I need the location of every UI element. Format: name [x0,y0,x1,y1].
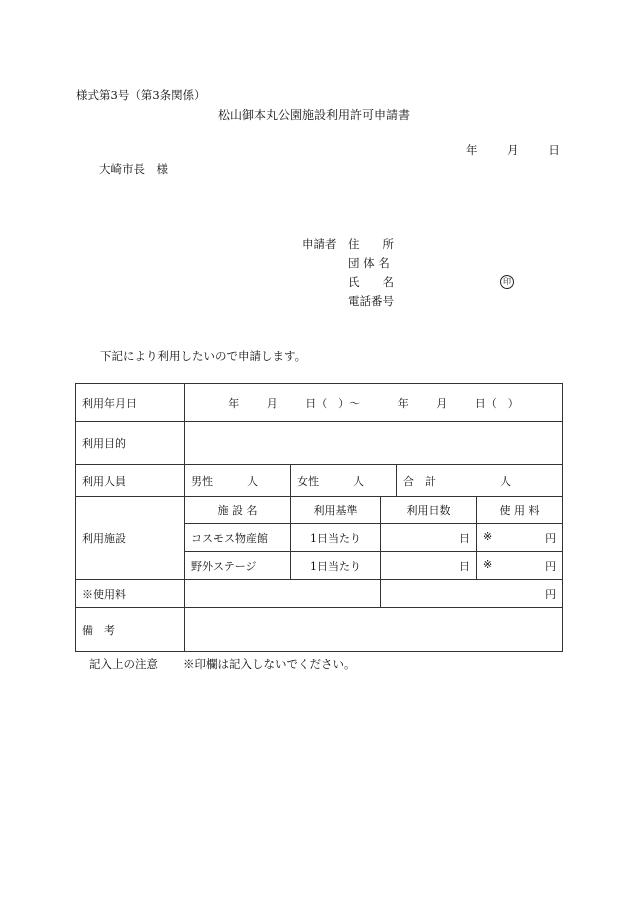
usage-date-month2: 月 [436,396,448,410]
usage-date-label: 利用年月日 [76,384,185,422]
usage-date-day-end: 日（ ） [474,396,519,410]
facility-name: 野外ステージ [185,552,291,580]
usage-date-month: 月 [266,396,278,410]
row-purpose [76,422,563,465]
note-label: 記入上の注意 [89,657,158,671]
facility-days-field[interactable] [381,524,477,552]
name-label: 氏 名 [348,275,394,289]
form-title: 松山御本丸公園施設利用許可申請書 [218,108,411,122]
address-label: 住 所 [348,237,394,251]
people-label: 利用人員 [76,465,185,497]
remarks-label: 備 考 [76,608,185,652]
total-unit: 人 [500,474,511,488]
col-facility-name: 施 設 名 [185,497,291,524]
seal-icon: 印 [500,275,514,289]
col-usage-fee: 使 用 料 [477,497,563,524]
fee-mark: ※ [483,529,493,543]
remarks-field[interactable] [185,608,563,652]
note-text: ※印欄は記入しないでください。 [183,657,356,671]
row-usage-date [76,384,563,422]
male-label: 男性 [191,474,213,488]
male-unit: 人 [247,474,258,488]
fee-total-field[interactable] [381,580,563,608]
usage-date-field[interactable] [185,384,563,422]
fee-mark: ※ [483,557,493,571]
total-label: 合 計 [403,474,436,488]
female-unit: 人 [353,474,364,488]
days-unit: 日 [459,559,470,573]
facility-fee-field[interactable] [477,524,563,552]
fee-total-blank [185,580,381,608]
days-unit: 日 [459,531,470,545]
row-fee-total [76,580,563,608]
group-name-label: 団 体 名 [348,256,390,270]
seal-mark [500,273,514,289]
row-people [76,465,563,497]
col-usage-basis: 利用基準 [291,497,381,524]
addressee: 大崎市長 様 [99,162,168,176]
facility-fee-field[interactable] [477,552,563,580]
col-usage-days: 利用日数 [381,497,477,524]
fee-total-unit: 円 [545,587,557,601]
intro-text: 下記により利用したいので申請します。 [100,349,307,363]
total-count-field[interactable] [397,465,563,497]
facility-basis: 1日当たり [291,552,381,580]
facility-basis: 1日当たり [291,524,381,552]
row-facility-header [76,497,563,524]
form-number: 様式第3号（第3条関係） [76,88,206,102]
female-label: 女性 [297,474,319,488]
phone-label: 電話番号 [348,294,394,308]
date-month: 月 [507,143,519,157]
female-count-field[interactable] [291,465,397,497]
application-table [75,383,563,652]
facility-name: コスモス物産館 [185,524,291,552]
facility-days-field[interactable] [381,552,477,580]
purpose-label: 利用目的 [76,422,185,465]
applicant-label: 申請者 [302,237,337,251]
usage-date-year2: 年 [397,396,409,410]
purpose-field[interactable] [185,422,563,465]
usage-date-day-start: 日（ ）～ [305,396,361,410]
date-day: 日 [548,143,560,157]
row-remarks [76,608,563,652]
usage-date-year: 年 [228,396,240,410]
date-line [466,142,560,158]
fee-unit: 円 [545,559,557,573]
facility-label: 利用施設 [76,497,185,580]
fee-total-label: ※使用料 [76,580,185,608]
fee-unit: 円 [545,531,557,545]
date-year: 年 [466,143,478,157]
male-count-field[interactable] [185,465,291,497]
